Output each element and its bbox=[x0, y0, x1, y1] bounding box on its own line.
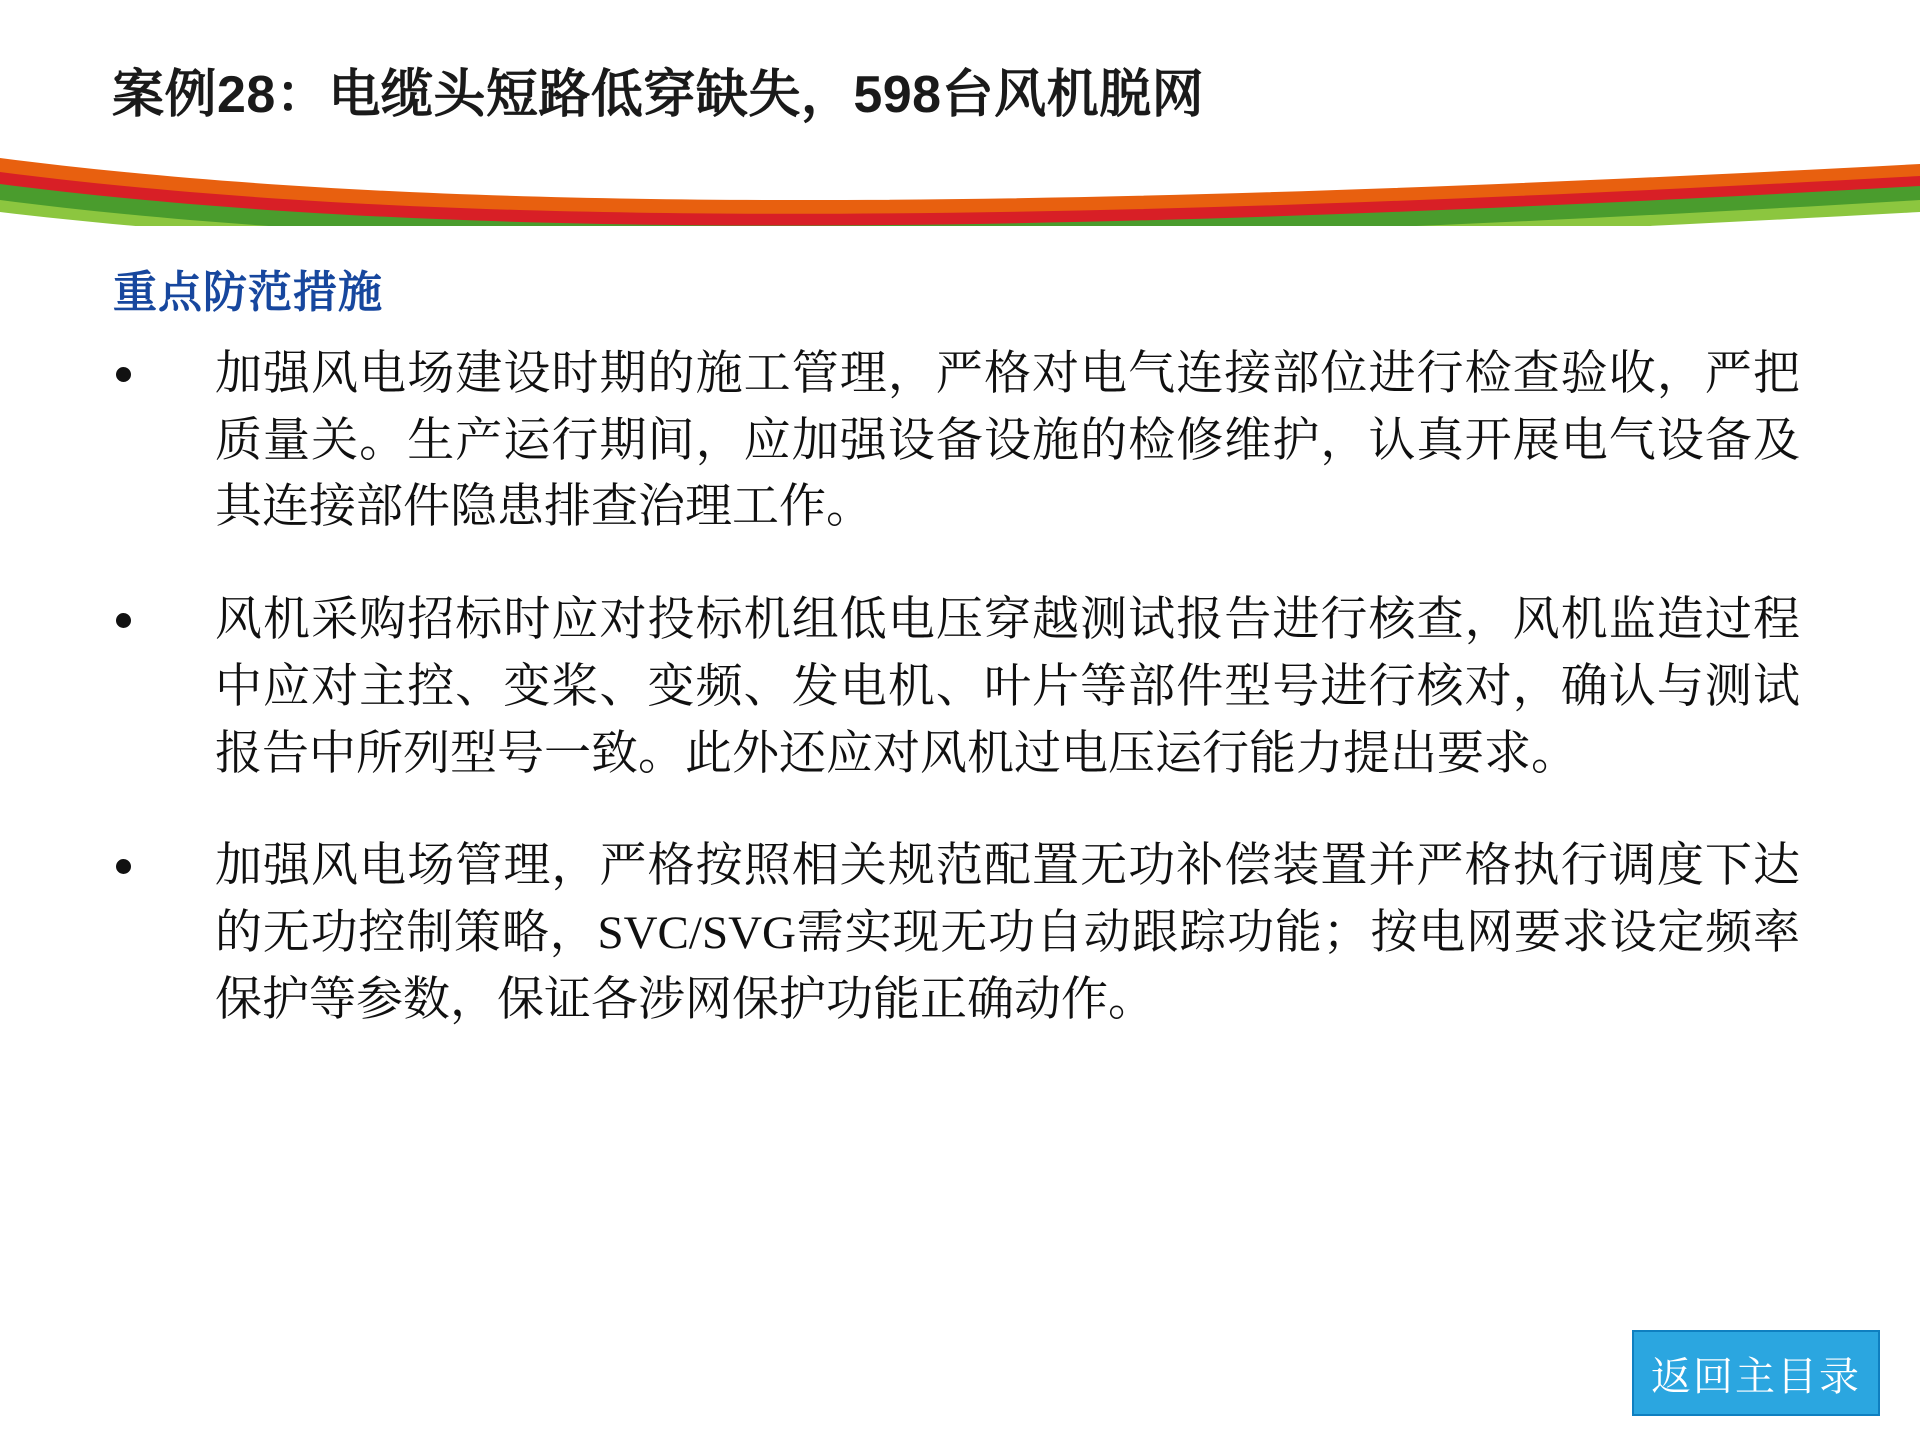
list-item: 加强风电场建设时期的施工管理，严格对电气连接部位进行检查验收，严把质量关。生产运行期间，应加强设备设施的检修维护，认真开展电气设备及其连接部件隐患排查治理工作。 bbox=[100, 341, 1800, 541]
section-heading: 重点防范措施 bbox=[113, 268, 383, 317]
swoosh-graphic bbox=[0, 150, 1920, 226]
list-item: 风机采购招标时应对投标机组低电压穿越测试报告进行核查，风机监造过程中应对主控、变桨、变频、发电机、叶片等部件型号进行核对，确认与测试报告中所列型号一致。此外还应对风机过电压运行能力提出要求。 bbox=[100, 587, 1800, 787]
decorative-swoosh-band bbox=[0, 150, 1920, 226]
bullet-list bbox=[100, 341, 1800, 1080]
list-item: 加强风电场管理，严格按照相关规范配置无功补偿装置并严格执行调度下达的无功控制策略，SVC/SVG需实现无功自动跟踪功能；按电网要求设定频率保护等参数，保证各涉网保护功能正确动作。 bbox=[100, 833, 1800, 1033]
title-area bbox=[0, 0, 1920, 168]
return-to-main-menu-button[interactable]: 返回主目录 bbox=[1632, 1330, 1880, 1416]
page-title: 案例28：电缆头短路低穿缺失，598台风机脱网 bbox=[112, 66, 1205, 124]
